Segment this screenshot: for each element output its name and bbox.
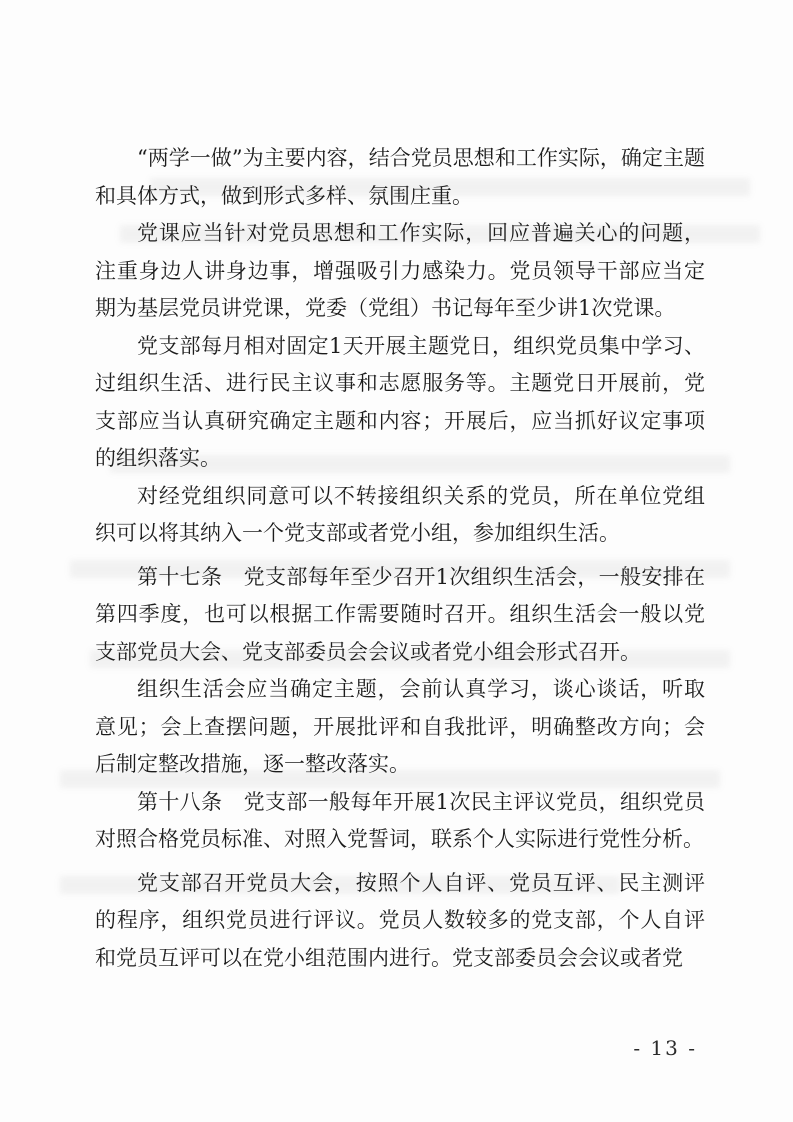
paragraph xyxy=(95,215,705,328)
paragraph xyxy=(95,671,705,784)
text-line: 支部党员大会、党支部委员会会议或者党小组会形式召开。 xyxy=(95,639,641,664)
text-line: 第十八条 党支部一般每年开展1次民主评议党员，组织党员 xyxy=(137,789,705,814)
paragraph xyxy=(95,140,705,215)
paragraph xyxy=(95,784,705,859)
text-line: 和具体方式，做到形式多样、氛围庄重。 xyxy=(95,183,473,208)
text-line: 和党员互评可以在党小组范围内进行。党支部委员会会议或者党 xyxy=(95,945,683,970)
text-line: 过组织生活、进行民主议事和志愿服务等。主题党日开展前，党 xyxy=(95,371,705,395)
text-line: 支部应当认真研究确定主题和内容；开展后，应当抓好议定事项 xyxy=(95,408,705,433)
document-body xyxy=(95,140,705,977)
text-line: 织可以将其纳入一个党支部或者党小组，参加组织生活。 xyxy=(95,521,620,545)
text-line: 对照合格党员标准、对照入党誓词，联系个人实际进行党性分析。 xyxy=(95,827,704,851)
text-line: 的程序，组织党员进行评议。党员人数较多的党支部，个人自评 xyxy=(95,908,705,932)
paragraph xyxy=(95,559,705,672)
text-line: 的组织落实。 xyxy=(95,446,221,470)
paragraph xyxy=(95,865,705,978)
text-line: 第四季度，也可以根据工作需要随时召开。组织生活会一般以党 xyxy=(95,602,705,626)
text-line: “两学一做”为主要内容，结合党员思想和工作实际，确定主题 xyxy=(137,146,705,170)
text-line: 党支部每月相对固定1天开展主题党日，组织党员集中学习、 xyxy=(137,333,705,358)
page-number: - 13 - xyxy=(633,1036,697,1060)
text-line: 后制定整改措施，逐一整改落实。 xyxy=(95,752,410,776)
text-line: 注重身边人讲身边事，增强吸引力感染力。党员领导干部应当定 xyxy=(95,258,705,283)
paragraph xyxy=(95,478,705,553)
text-line: 期为基层党员讲党课，党委（党组）书记每年至少讲1次党课。 xyxy=(95,296,676,320)
text-line: 对经党组织同意可以不转接组织关系的党员，所在单位党组 xyxy=(137,483,705,508)
paragraph xyxy=(95,328,705,478)
text-line: 意见；会上查摆问题，开展批评和自我批评，明确整改方向；会 xyxy=(95,714,705,739)
text-line: 组织生活会应当确定主题，会前认真学习，谈心谈话，听取 xyxy=(137,677,705,701)
text-line: 第十七条 党支部每年至少召开1次组织生活会，一般安排在 xyxy=(137,564,705,589)
text-line: 党课应当针对党员思想和工作实际，回应普遍关心的问题， xyxy=(137,221,705,245)
text-line: 党支部召开党员大会，按照个人自评、党员互评、民主测评 xyxy=(137,870,705,895)
